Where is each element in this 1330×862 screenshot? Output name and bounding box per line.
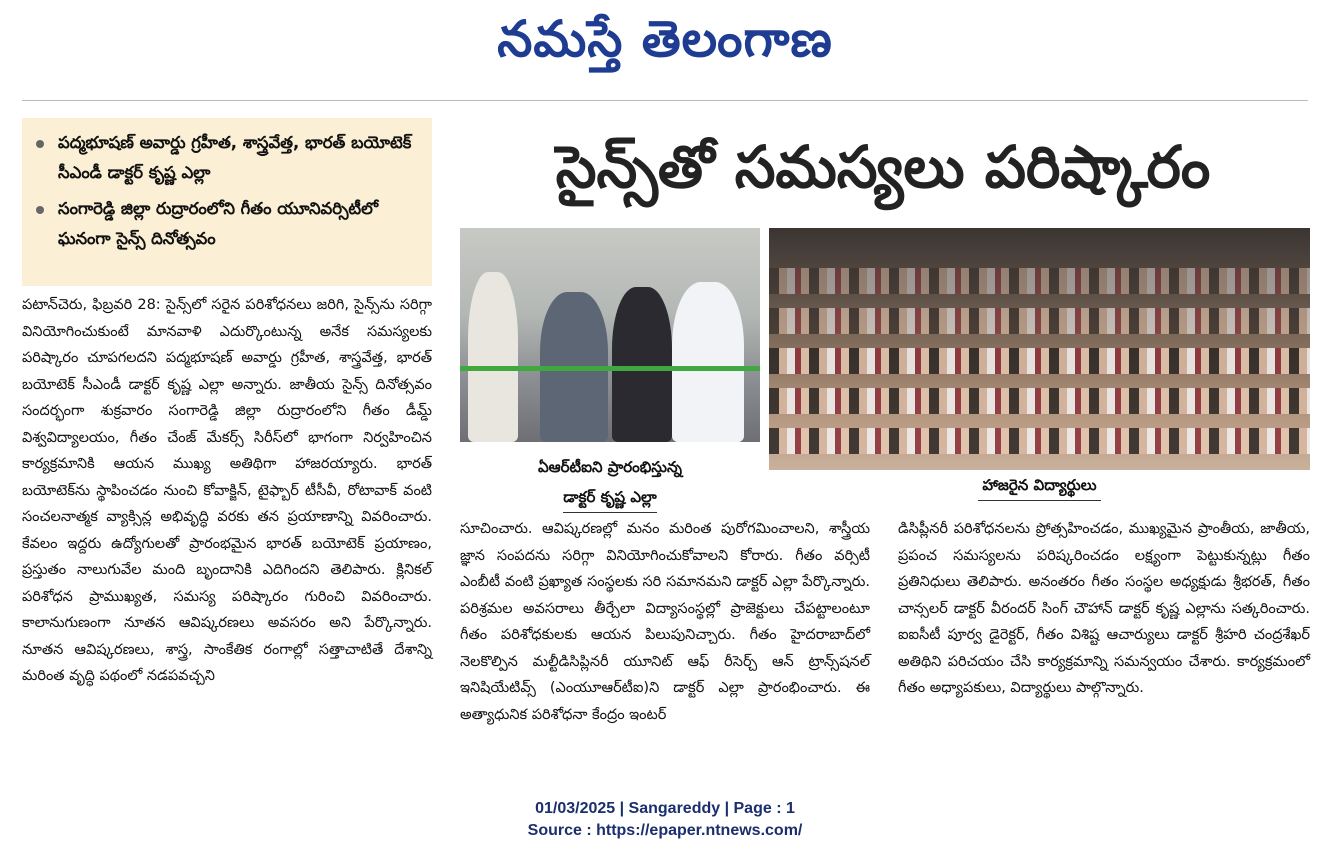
photo-figure — [468, 272, 518, 442]
kicker-box — [22, 118, 432, 286]
caption-line: ఏఆర్‌టీఐని ప్రారంభిస్తున్న — [537, 458, 682, 476]
bullet-icon — [36, 206, 44, 214]
photo-caption-2 — [769, 470, 1310, 501]
article-column-3: డిసిప్లీనరీ పరిశోధనలను ప్రోత్సహించడం, ముఖ్యమైన ప్రాంతీయ, జాతీయ, ప్రపంచ సమస్యలను పరిష్కరించడం లక్ష్యంగా పెట్టుకున్నట్లు గీతం ప్రతినిధులు తెలిపారు. అనంతరం గీతం సంస్థల అధ్యక్షుడు శ్రీభరత్, గీతం చాన్సలర్ డాక్టర్ వీరందర్ సింగ్ చౌహాన్ డాక్టర్ కృష్ణ ఎల్లాను సత్కరించారు. ఐఐసీటీ పూర్వ డైరెక్టర్, గీతం విశిష్ట ఆచార్యులు డాక్టర్ శ్రీహరి చంద్రశేఖర్ అతిథిని పరిచయం చేసి కార్యక్రమాన్ని సమన్వయం చేశారు. కార్యక్రమంలో గీతం అధ్యాపకులు, విద్యార్థులు పాల్గొన్నారు. — [898, 521, 1310, 696]
kicker-text: సంగారెడ్డి జిల్లా రుద్రారంలోని గీతం యూనివర్సిటీలో ఘనంగా సైన్స్ దినోత్సవం — [58, 199, 379, 248]
bullet-icon — [36, 140, 44, 148]
crowd-row — [769, 308, 1310, 334]
crowd-row — [769, 348, 1310, 374]
caption-line: హాజరైన విద్యార్థులు — [978, 470, 1100, 501]
photo-figure — [612, 287, 672, 442]
kicker-item — [34, 128, 424, 188]
ribbon — [460, 366, 760, 371]
article-column-2: సూచించారు. ఆవిష్కరణల్లో మనం మరింత పురోగమించాలని, శాస్త్రీయ జ్ఞాన సంపదను సరిగ్గా వినియోగించుకోవాలని కోరారు. గీతం వర్సిటీ ఎంబీటీ వంటి ప్రఖ్యాత సంస్థలకు సరి సమానమని డాక్టర్ ఎల్లా పేర్కొన్నారు. పరిశ్రమల అవసరాలు తీర్చేలా విద్యాసంస్థల్లో ప్రాజెక్టులు చేపట్టాలంటూ గీతం పరిశోధకులకు ఆయన పిలుపునిచ్చారు. గీతం హైదరాబాద్‌లో నెలకొల్పిన మల్టీడిసిప్లినరీ యూనిట్ ఆఫ్ రీసెర్చ్ ఆన్ ట్రాన్స్‌షనల్ ఇనిషియేటివ్స్ (ఎంయూఆర్‌టీఐ)ని డాక్టర్ ఎల్లా ప్రారంభించారు. ఈ అత్యాధునిక పరిశోధనా కేంద్రం ఇంటర్ — [460, 521, 870, 723]
masthead-logo: నమస్తే తెలంగాణ — [497, 9, 833, 68]
kicker-text: పద్మభూషణ్ అవార్డు గ్రహీత, శాస్త్రవేత్త, భారత్ బయోటెక్ సీఎండీ డాక్టర్ కృష్ణ ఎల్లా — [58, 133, 412, 182]
footer-dateline: 01/03/2025 | Sangareddy | Page : 1 — [535, 800, 795, 817]
headline: సైన్స్‌తో సమస్యలు పరిష్కారం — [555, 133, 1211, 201]
photo-inauguration — [460, 228, 760, 442]
crowd-row — [769, 428, 1310, 454]
crowd-row — [769, 388, 1310, 414]
article-column-1: పటాన్‌చెరు, ఫిబ్రవరి 28: సైన్స్‌లో సరైన పరిశోధనలు జరిగి, సైన్స్‌ను సరిగ్గా వినియోగించుకుంటే మానవాళి ఎదుర్కొంటున్న అనేక సమస్యలకు పరిష్కారం చూపగలదని పద్మభూషణ్ అవార్డు గ్రహీత, శాస్త్రవేత్త, భారత్ బయోటెక్ సీఎండీ డాక్టర్ కృష్ణ ఎల్లా అన్నారు. జాతీయ సైన్స్ దినోత్సవం సందర్భంగా శుక్రవారం సంగారెడ్డి జిల్లా రుద్రారంలోని గీతం డీమ్డ్ విశ్వవిద్యాలయం, గీతం చేంజ్ మేకర్స్ సిరీస్‌లో భాగంగా నిర్వహించిన కార్యక్రమానికి ఆయన ముఖ్య అతిథిగా హాజరయ్యారు. భారత్ బయోటెక్‌ను స్థాపించడం నుంచి కోవాక్జిన్, టైఫ్బార్ టీసీవీ, రోటావాక్ వంటి సంచలనాత్మక వ్యాక్సిన్ల అభివృద్ధి వరకు తన ప్రయాణాన్ని వివరించారు. కేవలం ఇద్దరు ఉద్యోగులతో ప్రారంభమైన భారత్ బయోటెక్ ప్రయాణం, ప్రస్తుతం నాలుగువేల మంది బృందానికి ఎదిగిందని తెలిపారు. క్లినికల్ పరిశోధన ప్రాముఖ్యత, సమస్య పరిష్కారం గురించి వివరించారు. కాలానుగుణంగా నూతన ఆవిష్కరణలు అవసరం అని పేర్కొన్నారు. నూతన ఆవిష్కరణలు, శాస్త్ర, సాంకేతిక రంగాల్లో సత్తాచాటితే దేశాన్ని మరింత వృద్ధి పథంలో నడపవచ్చని — [22, 297, 432, 684]
kicker-item — [34, 194, 424, 254]
footer-source: Source : https://epaper.ntnews.com/ — [527, 822, 803, 839]
crowd-row — [769, 268, 1310, 294]
photo-figure — [672, 282, 744, 442]
photo-audience — [769, 228, 1310, 470]
photo-caption-1 — [460, 452, 760, 513]
masthead-divider — [22, 100, 1308, 101]
caption-line: డాక్టర్ కృష్ణ ఎల్లా — [563, 482, 656, 513]
